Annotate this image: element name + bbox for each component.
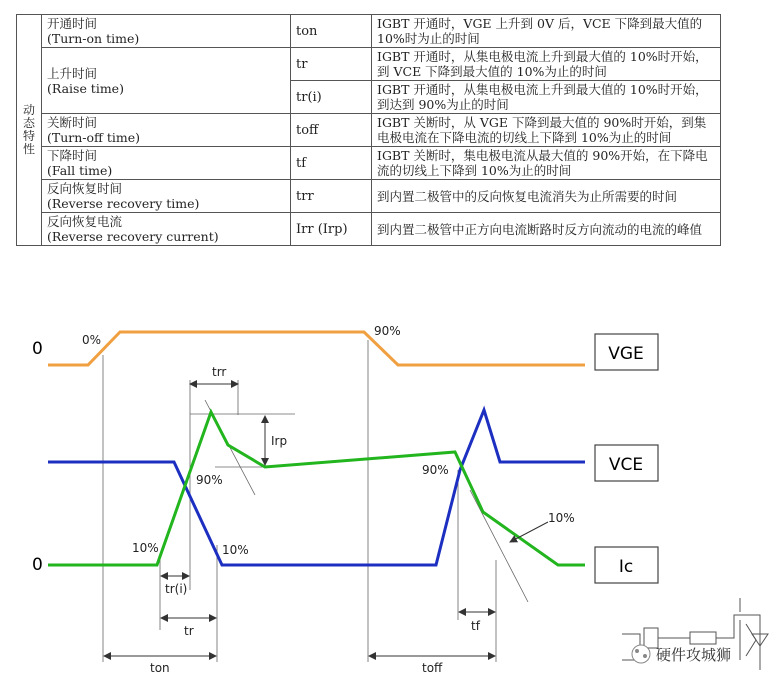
param-name <box>42 213 291 246</box>
reference-lines <box>103 340 528 662</box>
vge-waveform <box>48 332 585 365</box>
pct-10-ic-label: 10% <box>132 541 159 555</box>
param-desc: 到内置二极管中的反向恢复电流消失为止所需要的时间 <box>372 180 721 213</box>
param-name-en: (Reverse recovery current) <box>47 229 219 244</box>
pct-90-off-label: 90% <box>422 463 449 477</box>
zero-label-bottom: 0 <box>32 555 43 575</box>
param-name-en: (Reverse recovery time) <box>47 196 200 211</box>
param-desc: IGBT 开通时，VGE 上升到 0V 后，VCE 下降到最大值的 10%时为止的时间 <box>372 15 721 48</box>
pct-0-label: 0% <box>82 333 102 347</box>
param-symbol: toff <box>291 114 372 147</box>
vge-label: VGE <box>608 344 644 364</box>
vce-waveform <box>48 410 585 565</box>
param-name-en: (Fall time) <box>47 163 113 178</box>
param-desc: IGBT 开通时，从集电极电流上升到最大值的 10%时开始，到 VCE 下降到最大值的 10%为止的时间 <box>372 48 721 81</box>
param-symbol: tr <box>291 48 372 81</box>
param-name-cn: 下降时间 <box>47 148 98 163</box>
characteristics-table <box>16 14 721 246</box>
param-symbol: Irr (Irp) <box>291 213 372 246</box>
ic-waveform <box>48 412 585 565</box>
param-name-cn: 关断时间 <box>47 115 98 130</box>
vge-signal-box <box>595 334 658 370</box>
ic-signal-box <box>595 547 658 583</box>
ton-label: ton <box>150 661 170 675</box>
watermark <box>632 645 731 664</box>
param-name <box>42 180 291 213</box>
toff-label: toff <box>422 661 443 675</box>
tri-label: tr(i) <box>165 582 188 596</box>
tr-label: tr <box>184 624 194 638</box>
param-name-en: (Turn-on time) <box>47 31 140 46</box>
param-symbol: trr <box>291 180 372 213</box>
category-cell: 动态特性 <box>17 15 42 246</box>
param-name-en: (Turn-off time) <box>47 130 141 145</box>
param-desc: IGBT 开通时，从集电极电流上升到最大值的 10%时开始，到达到 90%为止的时间 <box>372 81 721 114</box>
param-name-cn: 反向恢复时间 <box>47 181 123 196</box>
param-symbol: tr(i) <box>291 81 372 114</box>
param-desc: 到内置二极管中正方向电流断路时反方向流动的电流的峰值 <box>372 213 721 246</box>
param-desc: IGBT 关断时，从 VGE 下降到最大值的 90%时开始，到集电极电流在下降电流的切线上下降到 10%为止的时间 <box>372 114 721 147</box>
zero-label-top: 0 <box>32 339 43 359</box>
watermark-text: 硬件攻城狮 <box>656 646 732 664</box>
irp-label: Irp <box>271 434 288 448</box>
ic-label: Ic <box>618 557 634 577</box>
param-name-cn: 上升时间 <box>47 65 98 81</box>
param-symbol: ton <box>291 15 372 48</box>
pct-10-vce-label: 10% <box>222 543 249 557</box>
param-symbol: tf <box>291 147 372 180</box>
param-name <box>42 147 291 180</box>
pct-90-on-label: 90% <box>196 473 223 487</box>
param-desc: IGBT 关断时，集电极电流从最大值的 90%开始，在下降电流的切线上下降到 10%为止的时间 <box>372 147 721 180</box>
dimension-arrows <box>104 384 495 656</box>
pct-10-off-label: 10% <box>548 511 575 525</box>
vce-label: VCE <box>608 455 644 475</box>
pct-90-gate-label: 90% <box>374 324 401 338</box>
trr-label: trr <box>212 365 227 379</box>
param-name-en: (Raise time) <box>47 80 124 96</box>
pct10-off-pointer <box>510 522 548 542</box>
vce-signal-box <box>595 445 658 481</box>
tf-label: tf <box>471 619 480 633</box>
param-name <box>42 48 291 114</box>
param-name <box>42 114 291 147</box>
param-name-cn: 反向恢复电流 <box>47 214 123 229</box>
param-name <box>42 15 291 48</box>
param-name-cn: 开通时间 <box>47 16 98 31</box>
switching-waveform-diagram <box>0 318 783 689</box>
